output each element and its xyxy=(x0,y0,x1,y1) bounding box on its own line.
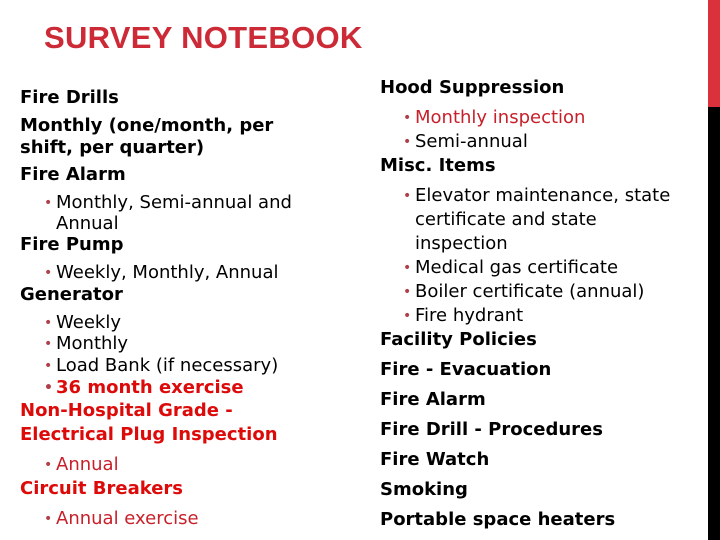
accent-bar-black xyxy=(708,107,720,540)
list-item-highlight: • 36 month exercise xyxy=(56,377,244,399)
list-item: • Elevator maintenance, state xyxy=(415,185,670,207)
heading-generator: Generator xyxy=(20,284,123,305)
list-item: • Semi-annual xyxy=(415,131,528,153)
list-item: • Monthly xyxy=(56,333,128,355)
list-item: • Annual exercise xyxy=(56,508,199,530)
list-item-continuation: inspection xyxy=(415,233,508,254)
policy-item: Portable space heaters xyxy=(380,509,616,530)
policy-item: Fire Watch xyxy=(380,449,490,470)
list-item: • Medical gas certificate xyxy=(415,257,618,279)
heading-circuit-breakers: Circuit Breakers xyxy=(20,478,184,499)
list-item: • Weekly xyxy=(56,312,121,334)
heading-facility-policies: Facility Policies xyxy=(380,329,537,350)
heading-fire-drills: Fire Drills xyxy=(20,87,119,108)
heading-line: Monthly (one/month, per xyxy=(20,115,274,136)
list-item: • Boiler certificate (annual) xyxy=(415,281,644,303)
list-item-continuation: certificate and state xyxy=(415,209,597,230)
list-item: • Monthly, Semi-annual and xyxy=(56,192,292,214)
list-item: • Load Bank (if necessary) xyxy=(56,355,278,377)
heading-line: Electrical Plug Inspection xyxy=(20,424,278,445)
heading-line: shift, per quarter) xyxy=(20,137,205,158)
policy-item: Fire Drill - Procedures xyxy=(380,419,603,440)
accent-bar-red xyxy=(708,0,720,107)
heading-fire-alarm: Fire Alarm xyxy=(20,164,126,185)
list-item: • Fire hydrant xyxy=(415,305,523,327)
list-item-continuation: Annual xyxy=(56,213,119,234)
heading-hood-suppression: Hood Suppression xyxy=(380,77,565,98)
policy-item: Fire Alarm xyxy=(380,389,486,410)
slide-title: SURVEY NOTEBOOK xyxy=(44,20,363,55)
heading-fire-pump: Fire Pump xyxy=(20,234,124,255)
heading-electrical-plug: Non-Hospital Grade - xyxy=(20,400,233,421)
policy-item: Smoking xyxy=(380,479,468,500)
list-item: • Annual xyxy=(56,454,119,476)
list-item: • Weekly, Monthly, Annual xyxy=(56,262,279,284)
list-item: • Monthly inspection xyxy=(415,107,585,129)
policy-item: Fire - Evacuation xyxy=(380,359,552,380)
heading-misc-items: Misc. Items xyxy=(380,155,496,176)
